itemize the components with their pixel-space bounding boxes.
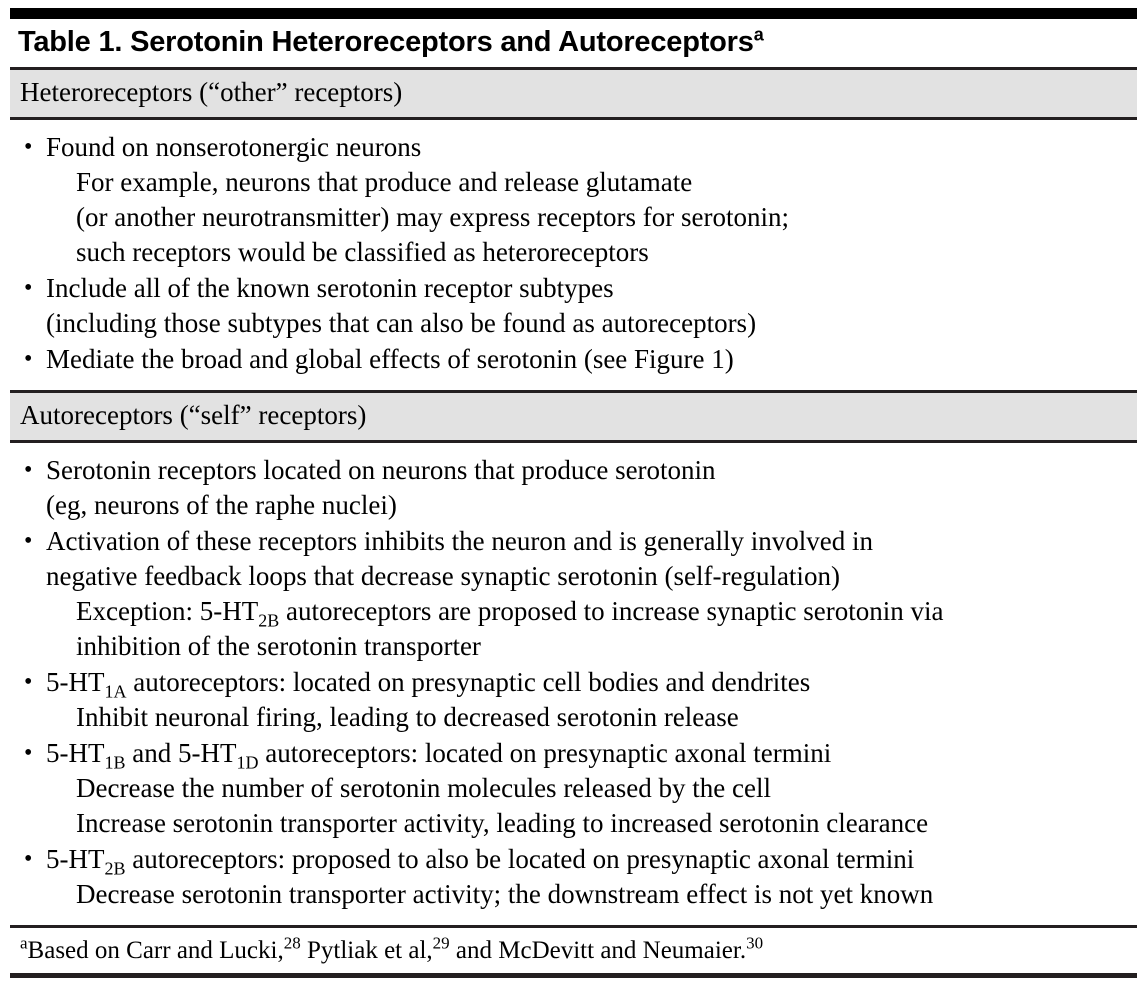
bullet-sub-line: inhibition of the serotonin transporter: [76, 631, 481, 661]
bullet-main-text: Found on nonserotonergic neurons: [46, 132, 422, 162]
table-title-text: Table 1. Serotonin Heteroreceptors and Autoreceptors: [18, 26, 754, 58]
section-body-autoreceptors: [10, 443, 1137, 925]
table-bottom-rule: [10, 973, 1137, 978]
bullet-list-heteroreceptors: [20, 130, 1127, 377]
subscript-2b: 2B: [258, 610, 280, 631]
footnote-reference-28: 28: [283, 933, 301, 953]
serotonin-receptors-table: [10, 19, 1137, 973]
list-item: [20, 453, 1127, 523]
list-item: [20, 524, 1127, 664]
bullet-main-text: Mediate the broad and global effects of serotonin (see Figure 1): [46, 344, 734, 374]
bullet-continuation-line: (including those subtypes that can also be found as autoreceptors): [46, 308, 757, 338]
bullet-sub-line: Decrease the number of serotonin molecules released by the cell: [76, 773, 771, 803]
subscript-1b: 1B: [104, 752, 126, 773]
footnote-reference-30: 30: [746, 933, 764, 953]
list-item: [20, 842, 1127, 912]
bullet-sub-line: Inhibit neuronal firing, leading to decreased serotonin release: [76, 702, 739, 732]
subscript-1d: 1D: [236, 752, 259, 773]
bullet-continuation-line: negative feedback loops that decrease synaptic serotonin (self-regulation): [46, 561, 840, 591]
bullet-sub-line: such receptors would be classified as heteroreceptors: [76, 237, 649, 267]
list-item: [20, 736, 1127, 841]
list-item: [20, 342, 1127, 377]
table-footnote: [10, 928, 1137, 973]
section-heading-autoreceptors: Autoreceptors (“self” receptors): [10, 393, 1137, 440]
table-title-row: [10, 19, 1137, 67]
footnote-text-2: Pytliak et al,: [300, 937, 433, 964]
bullet-sub-line: For example, neurons that produce and release glutamate: [76, 167, 693, 197]
subscript-1a: 1A: [104, 681, 127, 702]
bullet-main-text: $5-HT_{2B}$ autoreceptors: proposed to also be located on presynaptic axonal termini: [46, 844, 915, 879]
table-title-footnote-marker: a: [753, 24, 764, 45]
bullet-sub-line: (or another neurotransmitter) may express receptors for serotonin;: [76, 202, 789, 232]
footnote-marker: a: [20, 933, 28, 953]
bullet-main-text: Serotonin receptors located on neurons that produce serotonin: [46, 455, 716, 485]
subscript-2b: 2B: [104, 858, 126, 879]
footnote-text-3: and McDevitt and Neumaier.: [449, 937, 747, 964]
bullet-main-text: Activation of these receptors inhibits the neuron and is generally involved in: [46, 526, 874, 556]
section-heading-heteroreceptors: Heteroreceptors (“other” receptors): [10, 70, 1137, 117]
list-item: [20, 130, 1127, 270]
footnote-text-1: Based on Carr and Lucki,: [27, 937, 284, 964]
list-item: [20, 271, 1127, 341]
footnote-reference-29: 29: [432, 933, 450, 953]
bullet-list-autoreceptors: [20, 453, 1127, 912]
bullet-main-text: $5-HT_{1A}$ autoreceptors: located on presynaptic cell bodies and dendrites: [46, 667, 811, 702]
bullet-main-text: $5-HT_{1B}$ and $5-HT_{1D}$ autoreceptors: located on presynaptic axonal termini: [46, 738, 832, 773]
bullet-sub-line: Decrease serotonin transporter activity; the downstream effect is not yet known: [76, 879, 934, 909]
bullet-main-text: Include all of the known serotonin receptor subtypes: [46, 273, 614, 303]
list-item: [20, 665, 1127, 735]
page-title: [18, 25, 1129, 59]
bullet-continuation-line: (eg, neurons of the raphe nuclei): [46, 490, 397, 520]
table-top-rule: [10, 8, 1137, 19]
bullet-sub-line: Exception: $5-HT_{2B}$ autoreceptors are proposed to increase synaptic serotonin via: [76, 596, 944, 631]
section-body-heteroreceptors: [10, 120, 1137, 390]
bullet-sub-line: Increase serotonin transporter activity, leading to increased serotonin clearance: [76, 808, 929, 838]
